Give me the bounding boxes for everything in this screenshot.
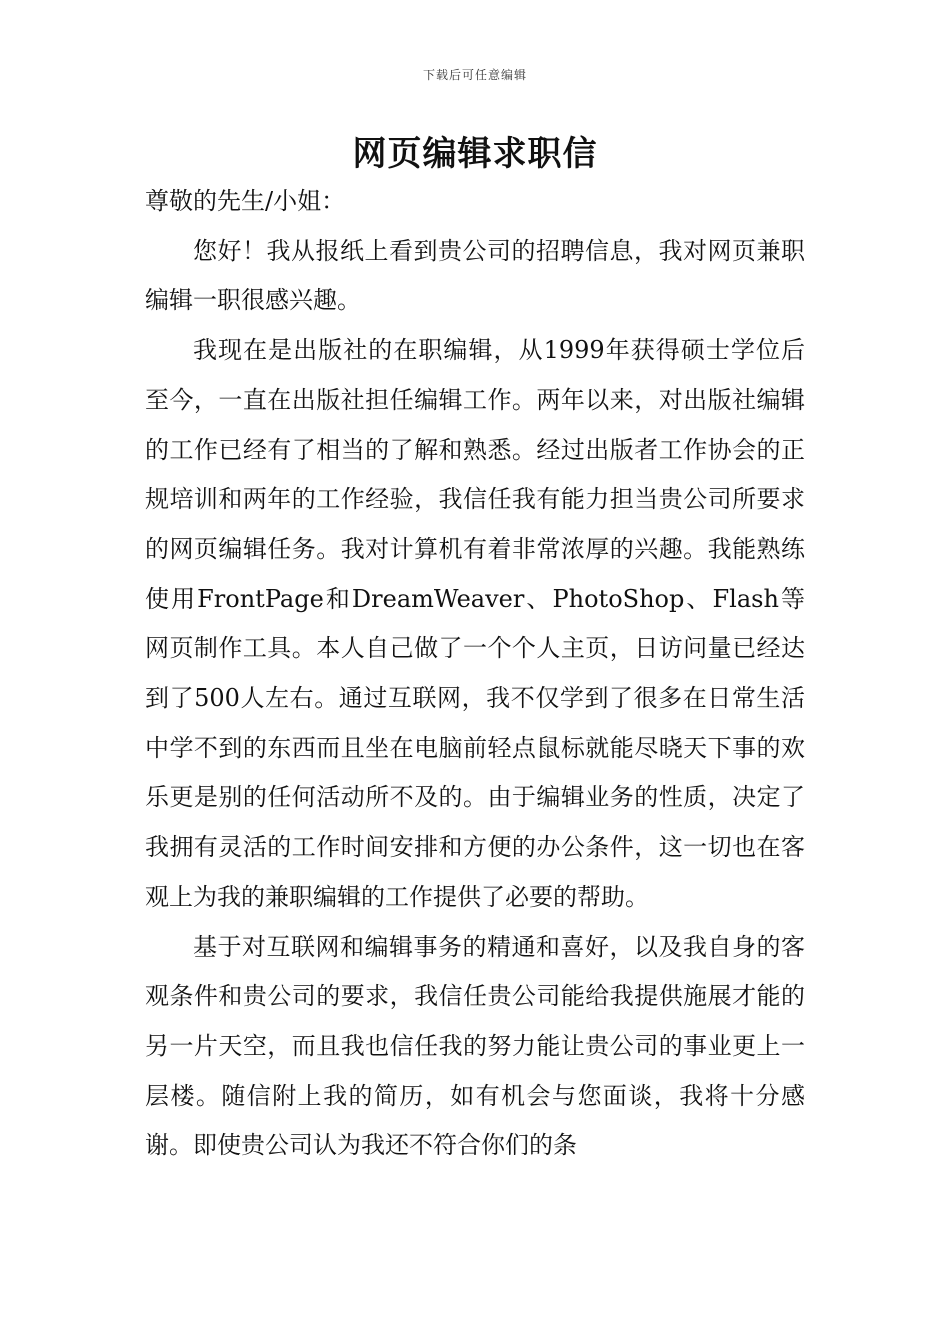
document-title: 网页编辑求职信 (352, 134, 598, 174)
letter-body (145, 177, 805, 1171)
salutation: 尊敬的先生/小姐： (145, 187, 346, 215)
header-note: 下载后可任意编辑 (422, 68, 527, 82)
paragraph-motivation: 基于对互联网和编辑事务的精通和喜好，以及我自身的客观条件和贵公司的要求，我信任贵公司能给我提供施展才能的另一片天空，而且我也信任我的努力能让贵公司的事业更上一层楼。随信附上我的简历，如有机会与您面谈，我将十分感谢。即使贵公司认为我还不符合你们的条 (145, 932, 805, 1160)
paragraph-greeting: 您好！我从报纸上看到贵公司的招聘信息，我对网页兼职编辑一职很感兴趣。 (145, 236, 805, 315)
paragraph-experience: 我现在是出版社的在职编辑，从1999年获得硕士学位后至今，一直在出版社担任编辑工作。两年以来，对出版社编辑的工作已经有了相当的了解和熟悉。经过出版者工作协会的正规培训和两年的工作经验，我信任我有能力担当贵公司所要求的网页编辑任务。我对计算机有着非常浓厚的兴趣。我能熟练使用FrontPage和DreamWeaver、PhotoShop、Flash等网页制作工具。本人自己做了一个个人主页，日访问量已经达到了500人左右。通过互联网，我不仅学到了很多在日常生活中学不到的东西而且坐在电脑前轻点鼠标就能尽晓天下事的欢乐更是别的任何活动所不及的。由于编辑业务的性质，决定了我拥有灵活的工作时间安排和方便的办公条件，这一切也在客观上为我的兼职编辑的工作提供了必要的帮助。 (145, 336, 805, 911)
